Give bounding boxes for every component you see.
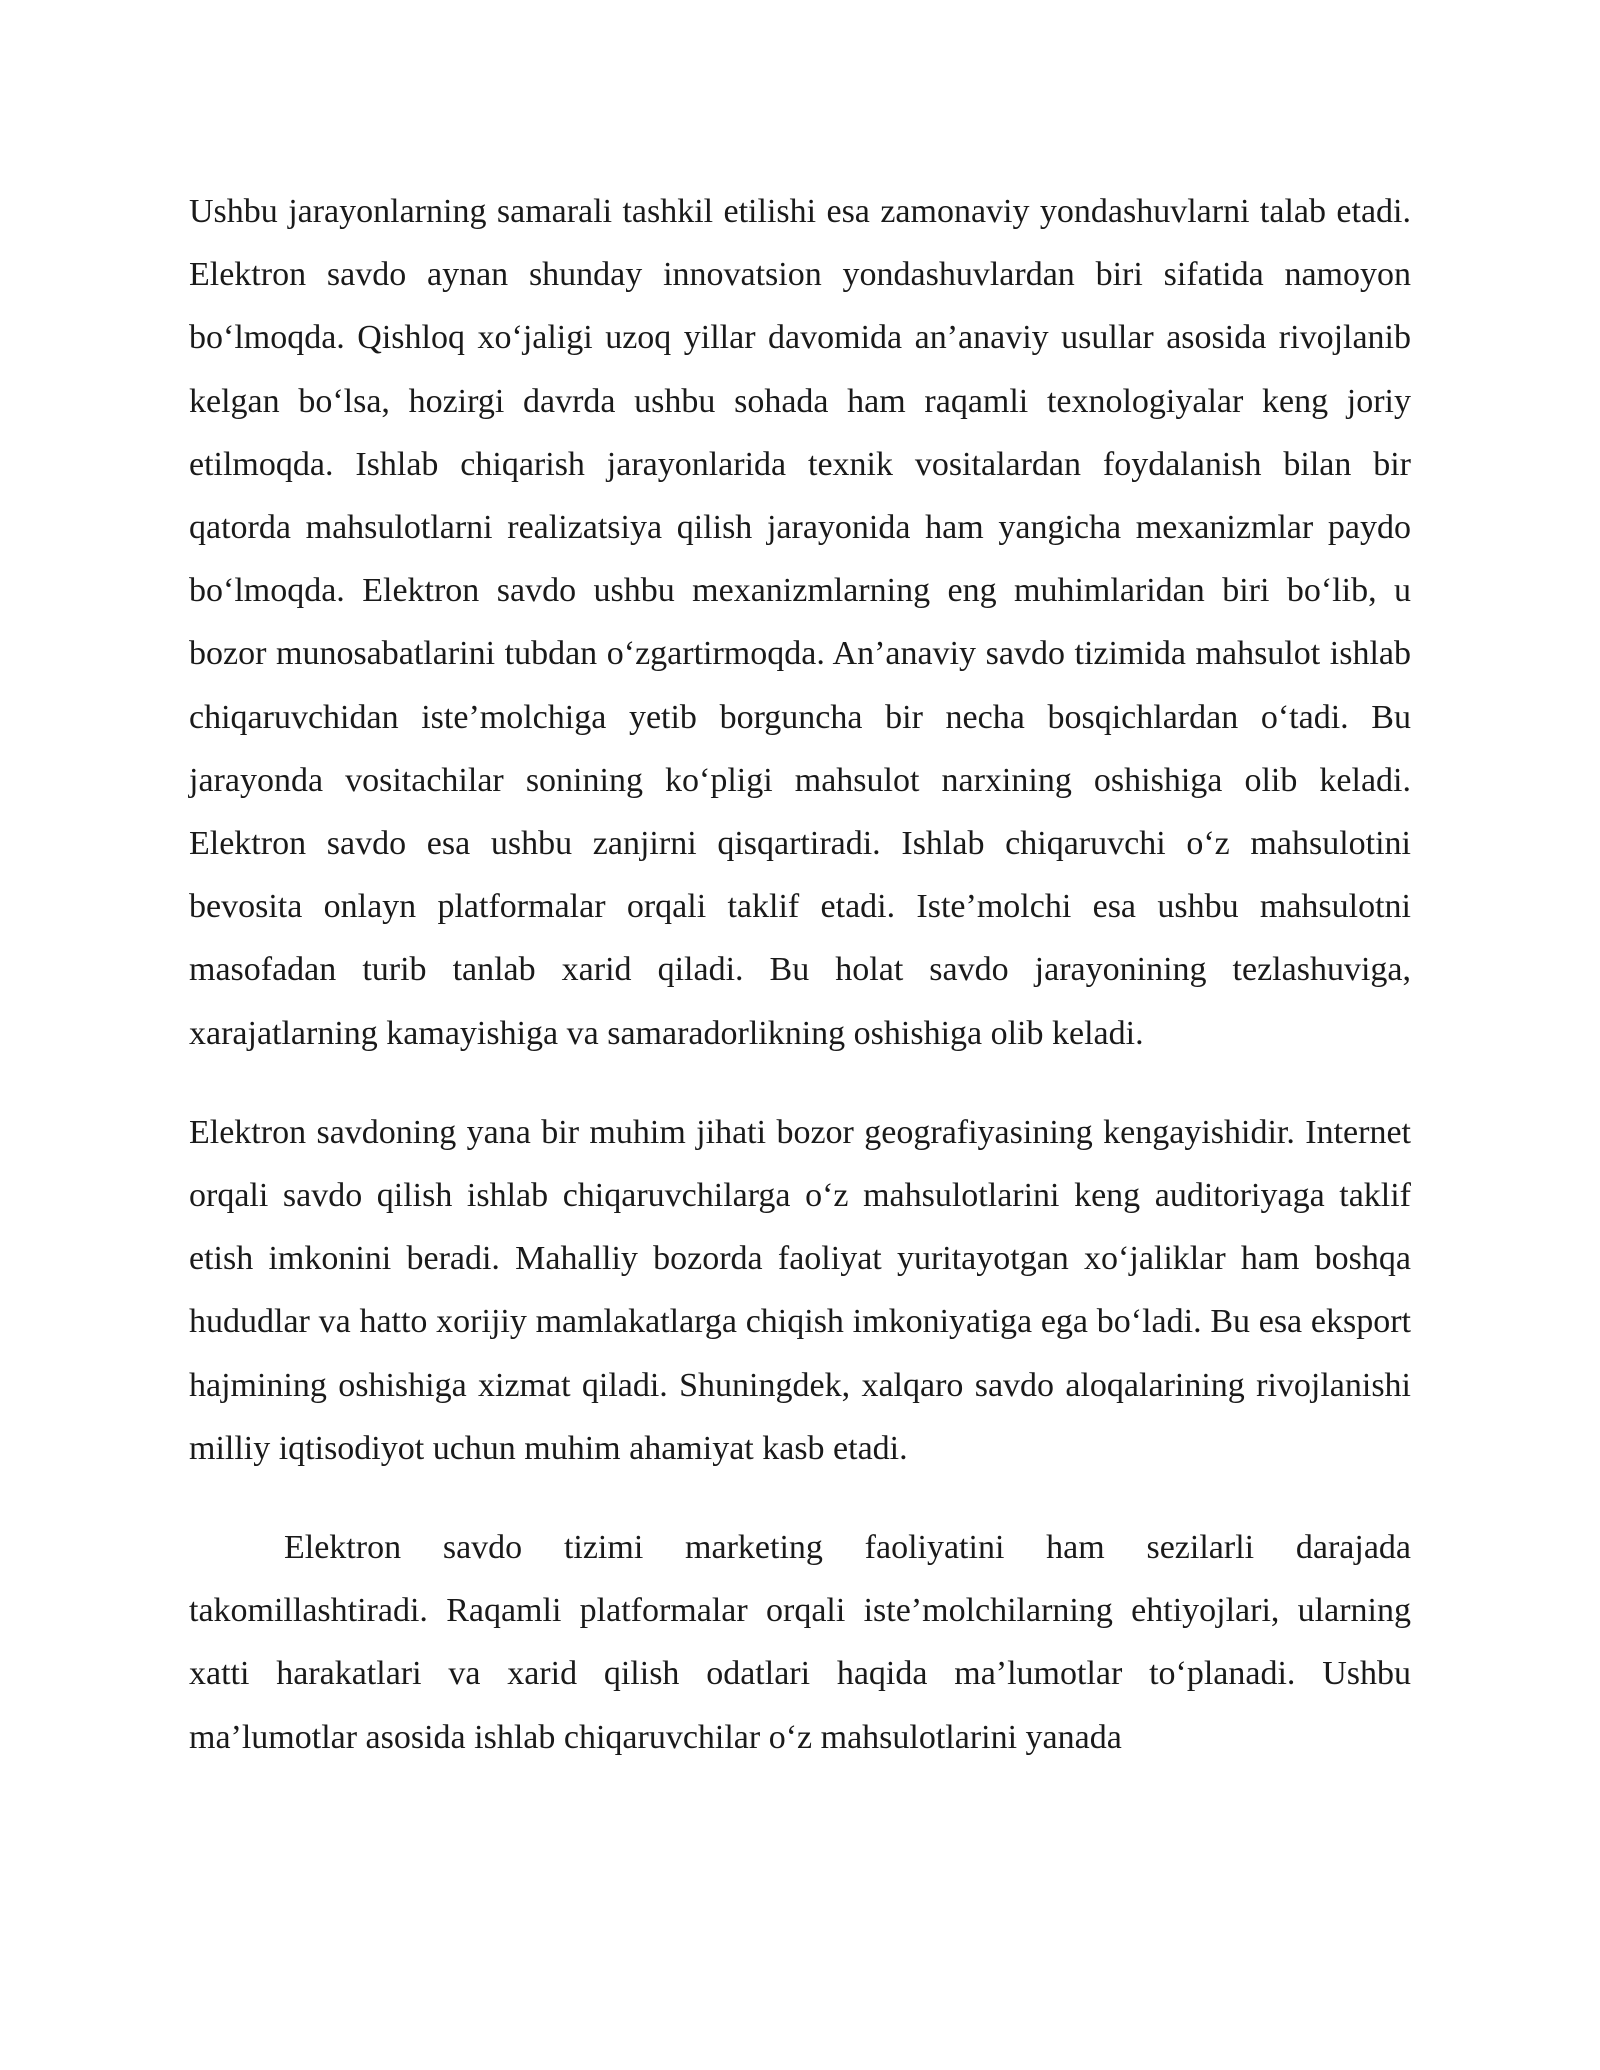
body-text [189,180,1411,1769]
paragraph-3: Elektron savdo tizimi marketing faoliyatini ham sezilarli darajada takomillashtiradi. Raqamli platformalar orqali iste’molchilarning ehtiyojlari, ularning xatti harakatlari va xarid qilish odatlari haqida ma’lumotlar to‘planadi. Ushbu ma’lumotlar asosida ishlab chiqaruvchilar o‘z mahsulotlarini yanada [189,1529,1411,1756]
paragraph-2: Elektron savdoning yana bir muhim jihati bozor geografiyasining kengayishidir. Internet orqali savdo qilish ishlab chiqaruvchilarga o‘z mahsulotlarini keng auditoriyaga taklif etish imkonini beradi. Mahalliy bozorda faoliyat yuritayotgan xo‘jaliklar ham boshqa hududlar va hatto xorijiy mamlakatlarga chiqish imkoniyatiga ega bo‘ladi. Bu esa eksport hajmining oshishiga xizmat qiladi. Shuningdek, xalqaro savdo aloqalarining rivojlanishi milliy iqtisodiyot uchun muhim ahamiyat kasb etadi. [189,1113,1411,1467]
paragraph-1: Ushbu jarayonlarning samarali tashkil etilishi esa zamonaviy yondashuvlarni talab etadi. Elektron savdo aynan shunday innovatsion yondashuvlardan biri sifatida namoyon bo‘lmoqda. Qishloq xo‘jaligi uzoq yillar davomida an’anaviy usullar asosida rivojlanib kelgan bo‘lsa, hozirgi davrda ushbu sohada ham raqamli texnologiyalar keng joriy etilmoqda. Ishlab chiqarish jarayonlarida texnik vositalardan foydalanish bilan bir qatorda mahsulotlarni realizatsiya qilish jarayonida ham yangicha mexanizmlar paydo bo‘lmoqda. Elektron savdo ushbu mexanizmlarning eng muhimlaridan biri bo‘lib, u bozor munosabatlarini tubdan o‘zgartirmoqda. An’anaviy savdo tizimida mahsulot ishlab chiqaruvchidan iste’molchiga yetib borguncha bir necha bosqichlardan o‘tadi. Bu jarayonda vositachilar sonining ko‘pligi mahsulot narxining oshishiga olib keladi. Elektron savdo esa ushbu zanjirni qisqartiradi. Ishlab chiqaruvchi o‘z mahsulotini bevosita onlayn platformalar orqali taklif etadi. Iste’molchi esa ushbu mahsulotni masofadan turib tanlab xarid qiladi. Bu holat savdo jarayonining tezlashuviga, xarajatlarning kamayishiga va samaradorlikning oshishiga olib keladi. [189,193,1411,1052]
